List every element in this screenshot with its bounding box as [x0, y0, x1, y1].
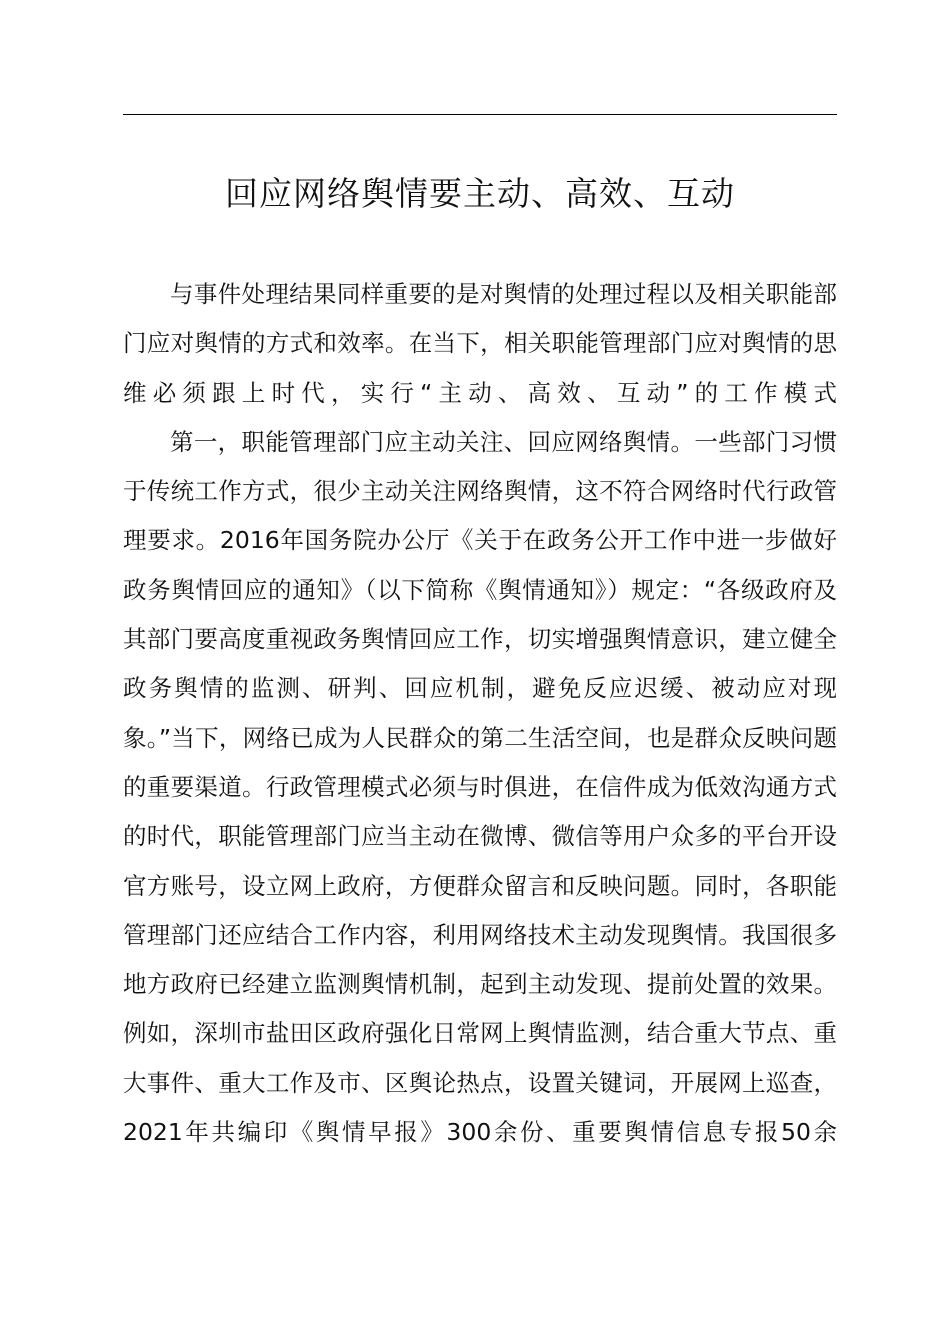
paragraph-first-point: 第一，职能管理部门应主动关注、回应网络舆情。一些部门习惯于传统工作方式，很少主动关注网络舆情，这不符合网络时代行政管理要求。2016年国务院办公厅《关于在政务公开工作中进一步做好政务舆情回应的通知》（以下简称《舆情通知》）规定：“各级政府及其部门要高度重视政务舆情回应工作，切实增强舆情意识，建立健全政务舆情的监测、研判、回应机制，避免反应迟缓、被动应对现象。”当下，网络已成为人民群众的第二生活空间，也是群众反映问题的重要渠道。行政管理模式必须与时俱进，在信件成为低效沟通方式的时代，职能管理部门应当主动在微博、微信等用户众多的平台开设官方账号，设立网上政府，方便群众留言和反映问题。同时，各职能管理部门还应结合工作内容，利用网络技术主动发现舆情。我国很多地方政府已经建立监测舆情机制，起到主动发现、提前处置的效果。例如，深圳市盐田区政府强化日常网上舆情监测，结合重大节点、重大事件、重大工作及市、区舆论热点，设置关键词，开展网上巡查，2021年共编印《舆情早报》300余份、重要舆情信息专报50余 — [123, 427, 837, 1147]
paragraph-intro: 与事件处理结果同样重要的是对舆情的处理过程以及相关职能部门应对舆情的方式和效率。在当下，相关职能管理部门应对舆情的思维必须跟上时代，实行“主动、高效、互动”的工作模式 — [123, 280, 837, 407]
header-rule — [123, 114, 837, 115]
document-body — [123, 270, 837, 1157]
document-title: 回应网络舆情要主动、高效、互动 — [225, 174, 735, 213]
